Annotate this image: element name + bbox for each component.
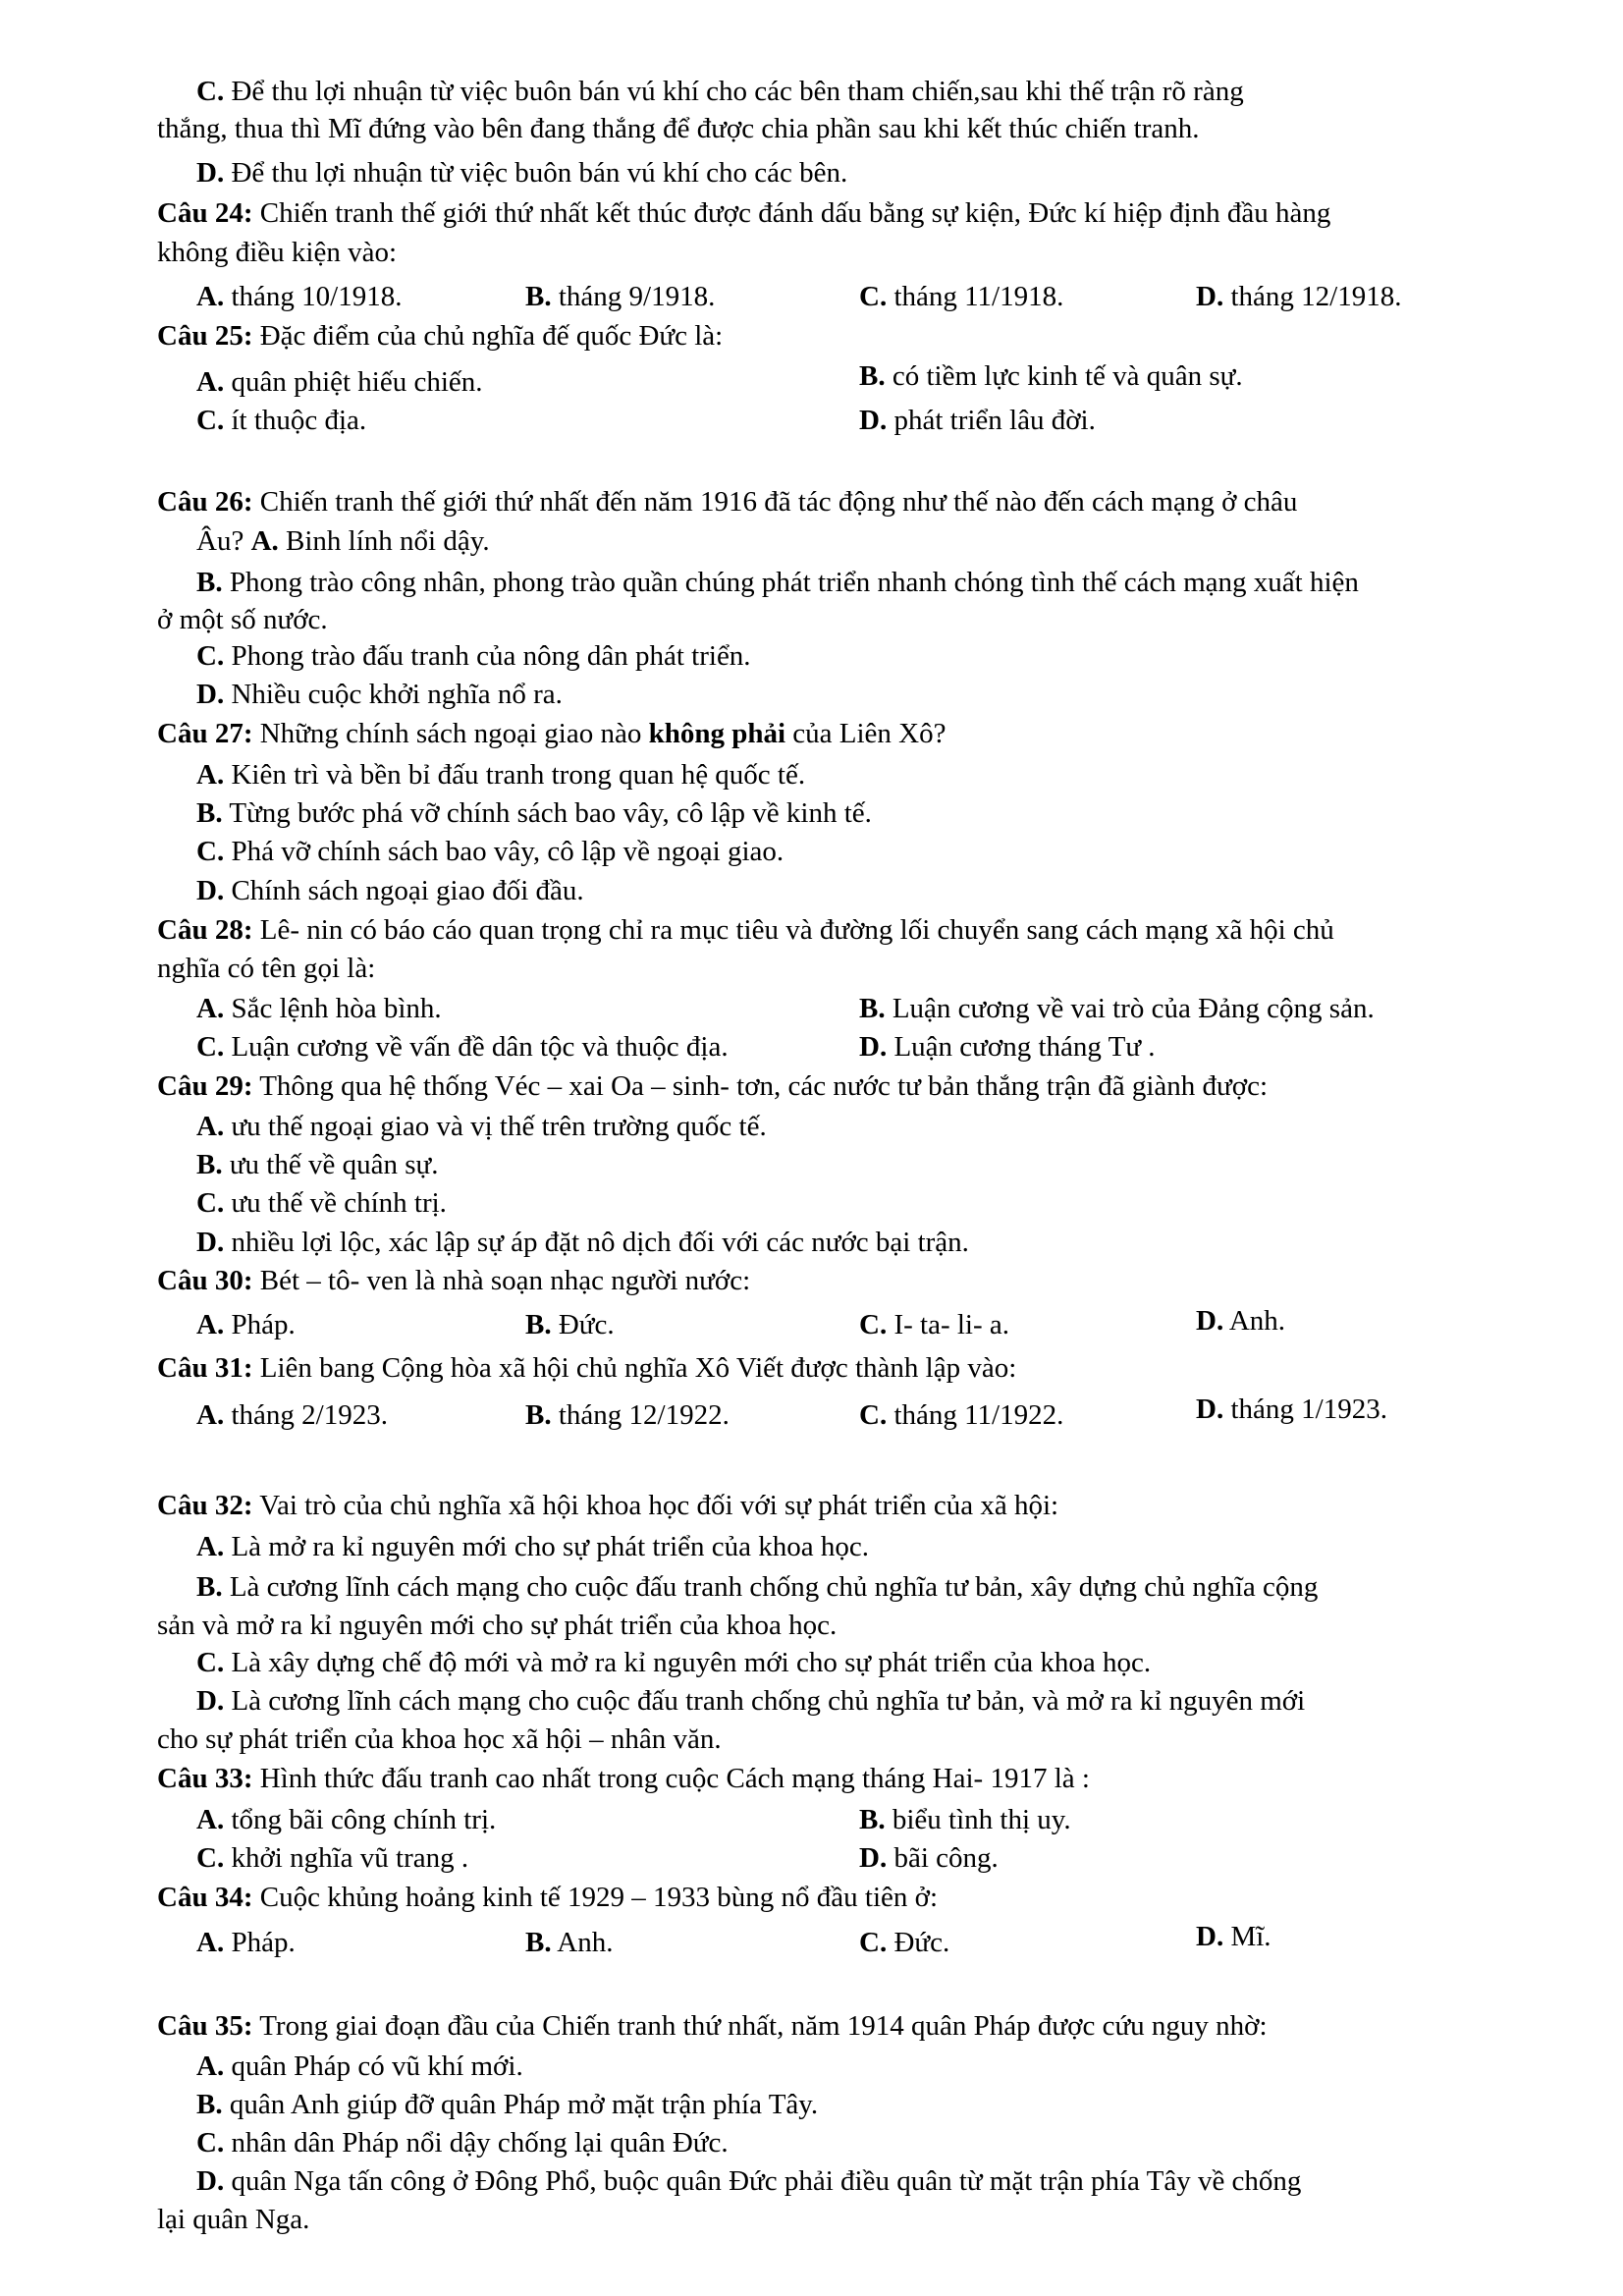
question-30: Câu 30: Bét – tô- ven là nhà soạn nhạc người nước: [157,1265,751,1296]
q27-option-b: B. Từng bước phá vỡ chính sách bao vây, cô lập về kinh tế. [196,797,872,829]
q28-option-b: B. Luận cương về vai trò của Đảng cộng sản. [859,993,1375,1024]
q33-option-c: C. khởi nghĩa vũ trang . [196,1842,469,1874]
question-33: Câu 33: Hình thức đấu tranh cao nhất trong cuộc Cách mạng tháng Hai- 1917 là : [157,1763,1090,1794]
q28-option-d: D. Luận cương tháng Tư . [859,1031,1156,1063]
q25-option-a: A. quân phiệt hiếu chiến. [196,366,483,398]
q31-option-c: C. tháng 11/1922. [859,1399,1064,1431]
question-31: Câu 31: Liên bang Cộng hòa xã hội chủ nghĩa Xô Viết được thành lập vào: [157,1352,1017,1384]
q35-option-d-cont: lại quân Nga. [157,2204,310,2235]
q24-option-a: A. tháng 10/1918. [196,281,403,312]
q32-option-b-cont: sản và mở ra kỉ nguyên mới cho sự phát triển của khoa học. [157,1610,838,1641]
q35-option-a: A. quân Pháp có vũ khí mới. [196,2050,523,2082]
q33-option-b: B. biểu tình thị uy. [859,1804,1071,1835]
q26-option-c: C. Phong trào đấu tranh của nông dân phát triển. [196,640,751,672]
question-29: Câu 29: Thông qua hệ thống Véc – xai Oa – sinh- tơn, các nước tư bản thắng trận đã giành được: [157,1070,1269,1102]
q34-option-c: C. Đức. [859,1927,950,1958]
q27-option-c: C. Phá vỡ chính sách bao vây, cô lập về ngoại giao. [196,836,784,867]
q26-option-b: B. Phong trào công nhân, phong trào quần chúng phát triển nhanh chóng tình thế cách mạng xuất hiện [196,567,1359,598]
question-34: Câu 34: Cuộc khủng hoảng kinh tế 1929 – 1933 bùng nổ đầu tiên ở: [157,1882,939,1913]
q34-option-a: A. Pháp. [196,1927,296,1958]
q31-option-b: B. tháng 12/1922. [525,1399,730,1431]
question-24-cont: không điều kiện vào: [157,237,398,268]
question-28: Câu 28: Lê- nin có báo cáo quan trọng chỉ ra mục tiêu và đường lối chuyển sang cách mạng xã hội chủ [157,914,1334,946]
q28-option-c: C. Luận cương về vấn đề dân tộc và thuộc địa. [196,1031,729,1063]
q26-option-d: D. Nhiều cuộc khởi nghĩa nổ ra. [196,679,563,710]
q25-option-c: C. ít thuộc địa. [196,405,367,436]
q30-option-b: B. Đức. [525,1309,615,1340]
option-c-cont: thắng, thua thì Mĩ đứng vào bên đang thắng để được chia phần sau khi kết thúc chiến tranh. [157,113,1200,144]
question-32: Câu 32: Vai trò của chủ nghĩa xã hội khoa học đối với sự phát triển của xã hội: [157,1490,1059,1521]
question-26: Câu 26: Chiến tranh thế giới thứ nhất đến năm 1916 đã tác động như thế nào đến cách mạng ở châu [157,486,1298,518]
q27-option-a: A. Kiên trì và bền bỉ đấu tranh trong quan hệ quốc tế. [196,759,806,791]
q25-option-d: D. phát triển lâu đời. [859,405,1096,436]
q28-option-a: A. Sắc lệnh hòa bình. [196,993,442,1024]
question-24: Câu 24: Chiến tranh thế giới thứ nhất kết thúc được đánh dấu bằng sự kiện, Đức kí hiệp định đầu hàng [157,197,1331,229]
q30-option-a: A. Pháp. [196,1309,296,1340]
question-27: Câu 27: Những chính sách ngoại giao nào không phải của Liên Xô? [157,718,947,749]
q29-option-c: C. ưu thế về chính trị. [196,1187,447,1219]
q31-option-d: D. tháng 1/1923. [1196,1394,1387,1425]
q34-option-d: D. Mĩ. [1196,1921,1271,1952]
q33-option-a: A. tổng bãi công chính trị. [196,1804,497,1835]
q29-option-b: B. ưu thế về quân sự. [196,1149,439,1180]
q30-option-c: C. I- ta- li- a. [859,1309,1009,1340]
q32-option-c: C. Là xây dựng chế độ mới và mở ra kỉ nguyên mới cho sự phát triển của khoa học. [196,1647,1152,1678]
question-28-cont: nghĩa có tên gọi là: [157,953,376,984]
q27-option-d: D. Chính sách ngoại giao đối đầu. [196,875,584,906]
q26-option-b-cont: ở một số nước. [157,604,328,635]
option-d: D. Để thu lợi nhuận từ việc buôn bán vú khí cho các bên. [196,157,848,189]
q35-option-d: D. quân Nga tấn công ở Đông Phổ, buộc quân Đức phải điều quân từ mặt trận phía Tây về chống [196,2165,1302,2197]
question-35: Câu 35: Trong giai đoạn đầu của Chiến tranh thứ nhất, năm 1914 quân Pháp được cứu nguy nhờ: [157,2010,1268,2042]
q25-option-b: B. có tiềm lực kinh tế và quân sự. [859,360,1243,392]
q29-option-a: A. ưu thế ngoại giao và vị thế trên trường quốc tế. [196,1111,767,1142]
question-25: Câu 25: Đặc điểm của chủ nghĩa đế quốc Đức là: [157,320,724,352]
q35-option-b: B. quân Anh giúp đỡ quân Pháp mở mặt trận phía Tây. [196,2089,819,2120]
q31-option-a: A. tháng 2/1923. [196,1399,388,1431]
q32-option-a: A. Là mở ra kỉ nguyên mới cho sự phát triển của khoa học. [196,1531,870,1562]
q24-option-d: D. tháng 12/1918. [1196,281,1402,312]
q29-option-d: D. nhiều lợi lộc, xác lập sự áp đặt nô dịch đối với các nước bại trận. [196,1227,969,1258]
q33-option-d: D. bãi công. [859,1842,999,1874]
q32-option-d-cont: cho sự phát triển của khoa học xã hội – nhân văn. [157,1723,722,1755]
question-26-cont: Âu? A. Binh lính nổi dậy. [196,525,490,557]
q32-option-d: D. Là cương lĩnh cách mạng cho cuộc đấu tranh chống chủ nghĩa tư bản, và mở ra kỉ nguyên mới [196,1685,1306,1717]
q34-option-b: B. Anh. [525,1927,614,1958]
q32-option-b: B. Là cương lĩnh cách mạng cho cuộc đấu tranh chống chủ nghĩa tư bản, xây dựng chủ nghĩa cộng [196,1571,1319,1603]
q35-option-c: C. nhân dân Pháp nổi dậy chống lại quân Đức. [196,2127,729,2159]
option-c: C. Để thu lợi nhuận từ việc buôn bán vú khí cho các bên tham chiến,sau khi thế trận rõ ràng [196,76,1244,107]
q24-option-c: C. tháng 11/1918. [859,281,1064,312]
q30-option-d: D. Anh. [1196,1305,1286,1337]
q24-option-b: B. tháng 9/1918. [525,281,716,312]
